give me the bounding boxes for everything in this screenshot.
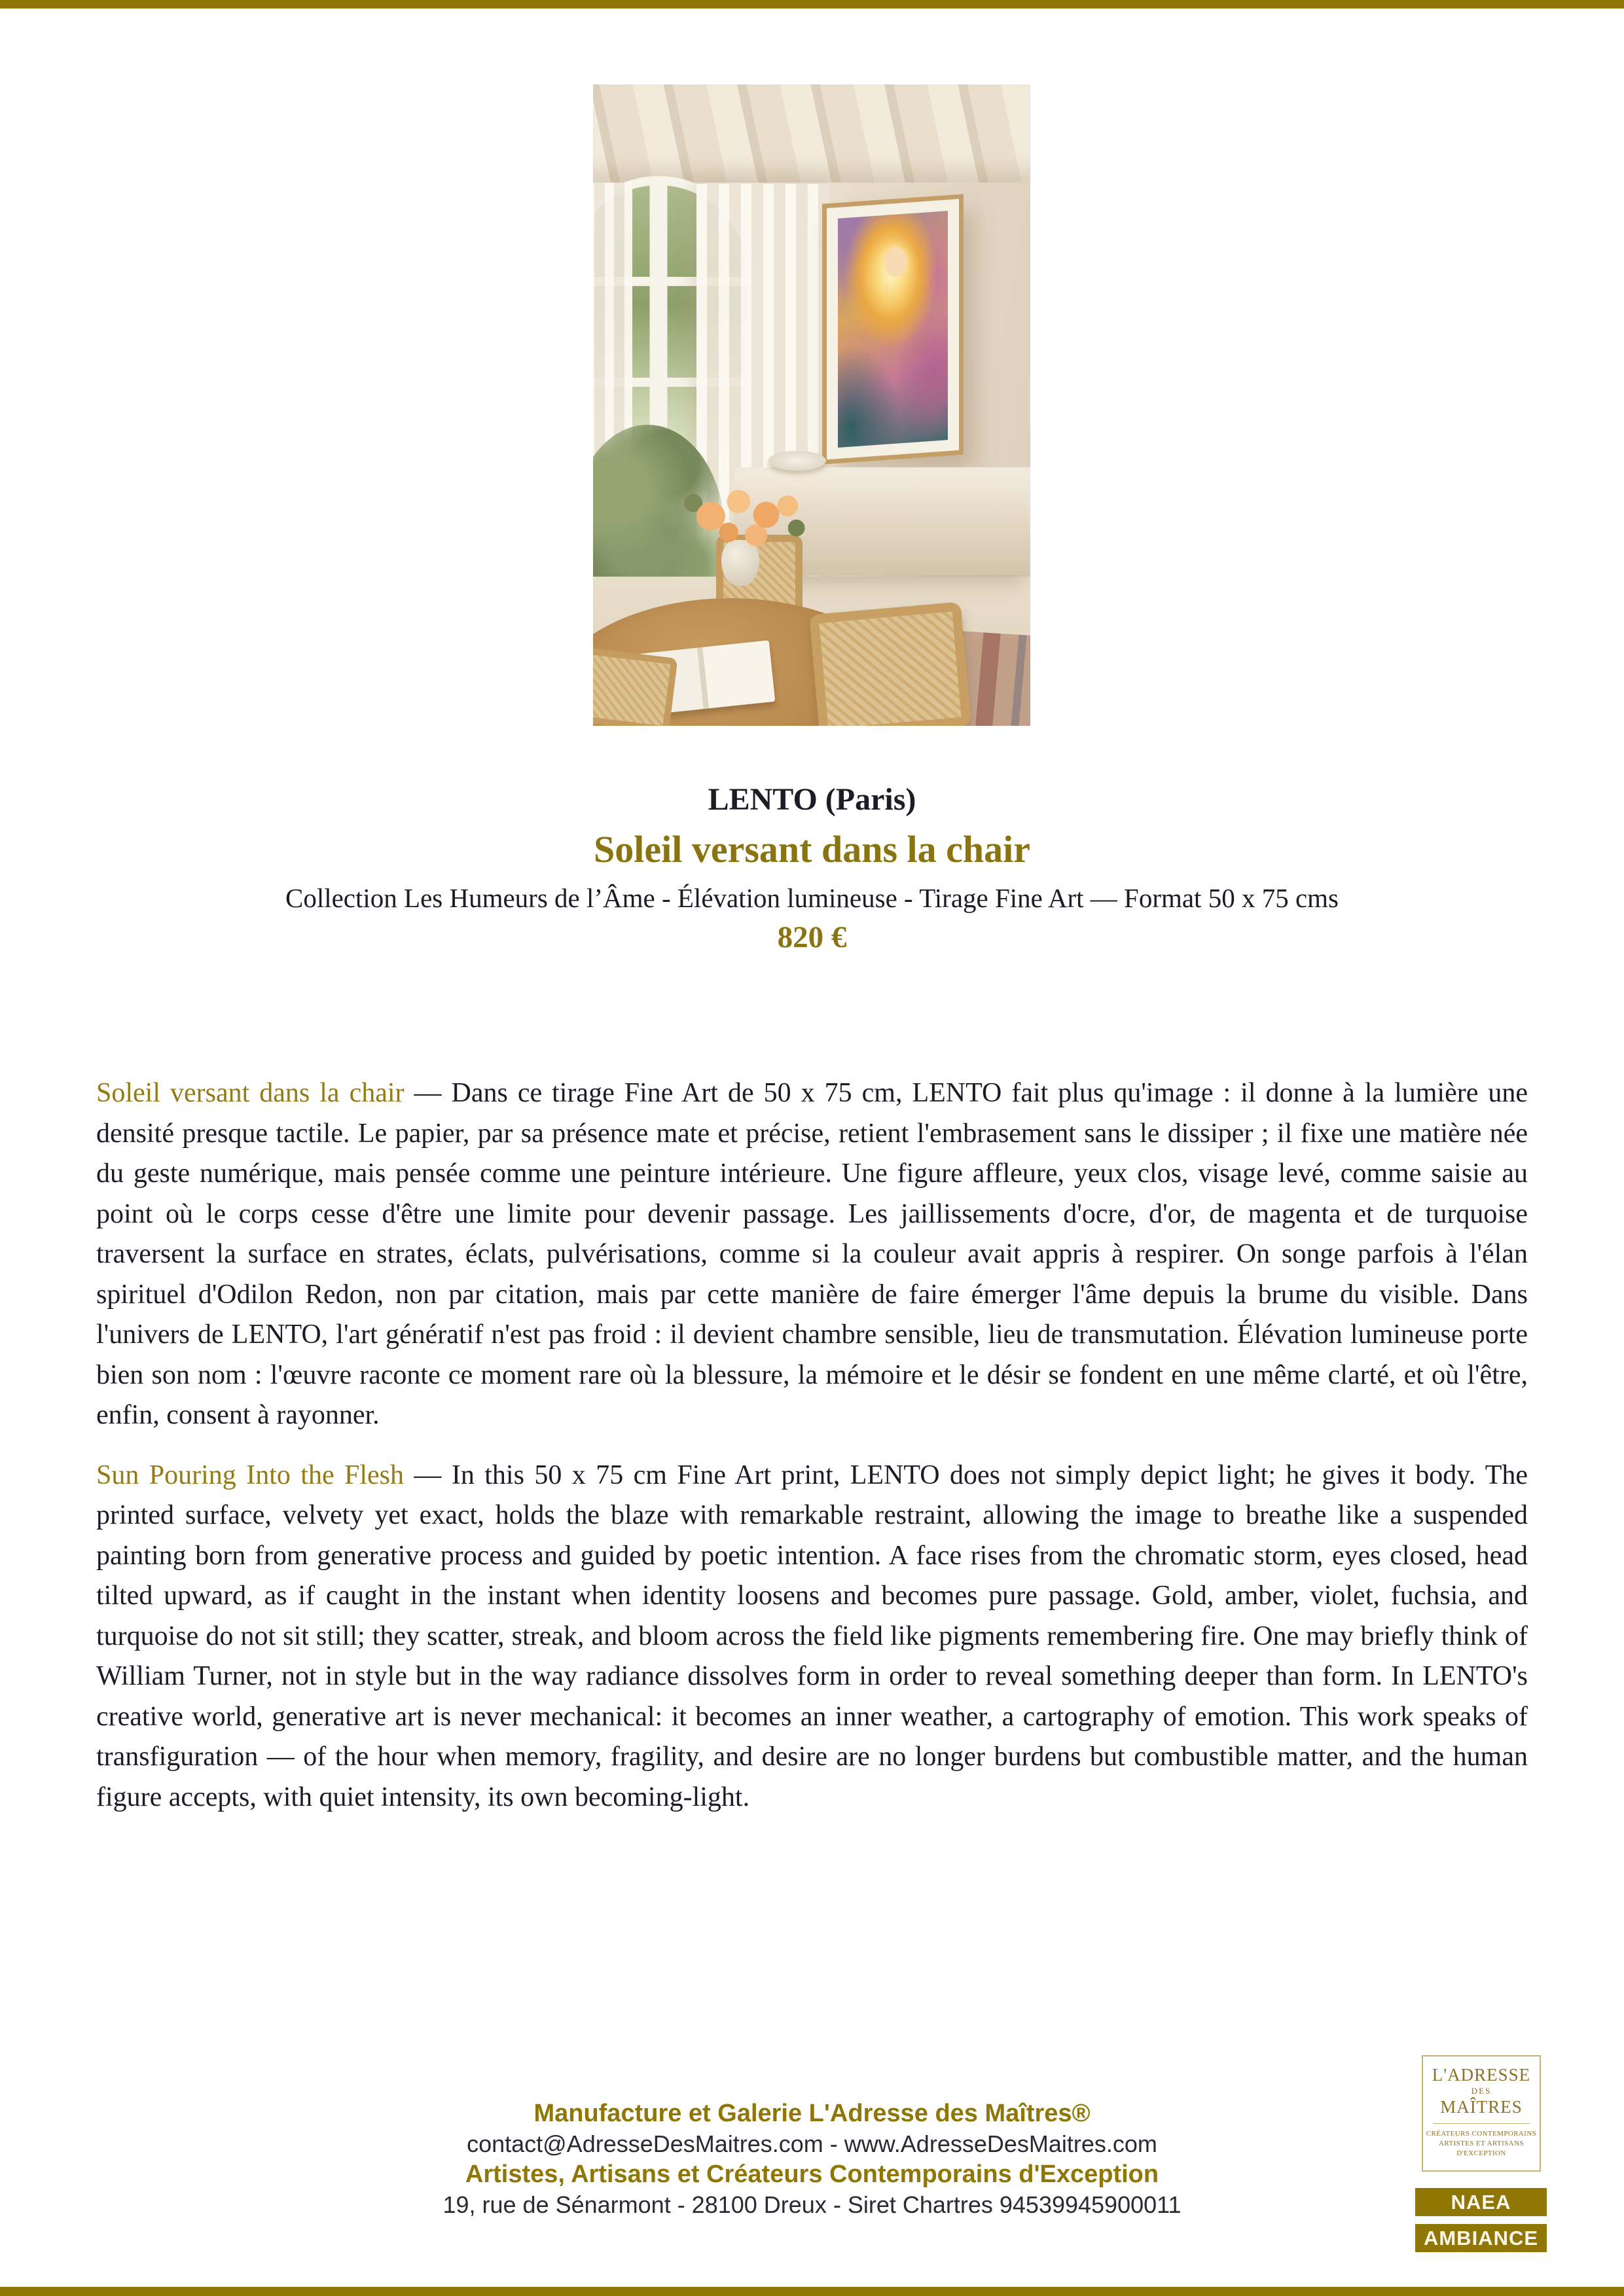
description-english — [96, 1456, 1528, 1818]
photo-cane-chair-left — [593, 647, 677, 726]
description-french — [96, 1073, 1528, 1436]
description-french-body: Dans ce tirage Fine Art de 50 x 75 cm, LENTO fait plus qu'image : il donne à la lumière une densité presque tactile. Le papier, par sa présence mate et précise, retient l'embrasement sans le dissiper ; il fixe une matière née du geste numérique, mais pensée comme une peinture intérieure. Une figure affleure, yeux clos, visage levé, comme saisie au point où le corps cesse d'être une limite pour devenir passage. Les jaillissements d'ocre, d'or, de magenta et de turquoise traversent la surface en strates, éclats, pulvérisations, comme si la couleur avait appris à respirer. On songe parfois à l'élan spirituel d'Odilon Redon, non par citation, mais par cette manière de faire émerger l'âme depuis la brume du visible. Dans l'univers de LENTO, l'art génératif n'est pas froid : il devient chambre sensible, lieu de transmutation. Élévation lumineuse porte bien son nom : l'œuvre raconte ce moment rare où la blessure, la mémoire et le désir se fondent en une même clarté, et où l'être, enfin, consent à rayonner. — [96, 1078, 1528, 1430]
description-french-separator: — — [404, 1078, 452, 1108]
price: 820 € — [777, 920, 847, 954]
footer-address-line: 19, rue de Sénarmont - 28100 Dreux - Siret Chartres 94539945900011 — [442, 2191, 1182, 2218]
footer — [0, 2098, 1624, 2220]
collection-line: Collection Les Humeurs de l’Âme - Élévation lumineuse - Tirage Fine Art — Format 50 x 75 cms — [285, 883, 1339, 913]
gallery-logo-seal — [1422, 2055, 1541, 2172]
artwork-title: Soleil versant dans la chair — [593, 828, 1031, 870]
footer-gallery-name: Manufacture et Galerie L'Adresse des Maîtres® — [533, 2100, 1091, 2127]
description-column — [96, 1073, 1528, 1837]
badge-naea: NAEA — [1415, 2188, 1547, 2216]
photo-artwork-face — [883, 245, 908, 278]
logo-tagline-3: D'EXCEPTION — [1456, 2149, 1506, 2157]
logo-divider — [1433, 2123, 1530, 2124]
photo-ceiling-beams — [593, 84, 1030, 183]
badge-ambiance: AMBIANCE — [1415, 2224, 1547, 2252]
header — [0, 780, 1624, 956]
bottom-gold-band — [0, 2287, 1624, 2296]
logo-name-mid: DES — [1471, 2086, 1492, 2096]
product-photo — [593, 84, 1030, 726]
photo-artwork-image — [838, 211, 948, 448]
photo-framed-artwork — [822, 194, 964, 464]
logo-tagline-1: CRÉATEURS CONTEMPORAINS — [1426, 2130, 1537, 2138]
photo-roses — [681, 481, 806, 554]
description-english-separator: — — [404, 1460, 452, 1490]
footer-tagline: Artistes, Artisans et Créateurs Contemporains d'Exception — [465, 2161, 1159, 2188]
logo-tagline-2: ARTISTES ET ARTISANS — [1439, 2140, 1524, 2147]
photo-artwork-mat — [827, 199, 959, 459]
artist-name: LENTO (Paris) — [708, 782, 916, 817]
top-gold-band — [0, 0, 1624, 9]
description-english-body: In this 50 x 75 cm Fine Art print, LENTO does not simply depict light; he gives it body. The printed surface, velvety yet exact, holds the blaze with remarkable restraint, allowing the image to breathe like a suspended painting born from generative process and guided by poetic intention. A face rises from the chromatic storm, eyes closed, head tilted upward, as if caught in the instant when identity loosens and becomes pure passage. Gold, amber, violet, fuchsia, and turquoise do not sit still; they scatter, streak, and bloom across the field like pigments remembering fire. One may briefly think of William Turner, not in style but in the way radiance dissolves form in order to reveal something deeper than form. In LENTO's creative world, generative art is never mechanical: it becomes an inner weather, a cartography of emotion. This work speaks of transfiguration — of the hour when memory, fragility, and desire are no longer burdens but combustible matter, and the human figure accepts, with quiet intensity, its own becoming-light. — [96, 1460, 1528, 1812]
description-english-lead: Sun Pouring Into the Flesh — [96, 1460, 405, 1490]
photo-cane-chair-front — [809, 601, 971, 726]
logo-name-bottom: MAÎTRES — [1440, 2097, 1523, 2117]
logo-name-top: L'ADRESSE — [1432, 2065, 1531, 2085]
description-french-lead: Soleil versant dans la chair — [96, 1078, 405, 1108]
footer-contact-line: contact@AdresseDesMaitres.com - www.AdresseDesMaitres.com — [467, 2130, 1157, 2157]
photo-bowl — [768, 451, 826, 471]
